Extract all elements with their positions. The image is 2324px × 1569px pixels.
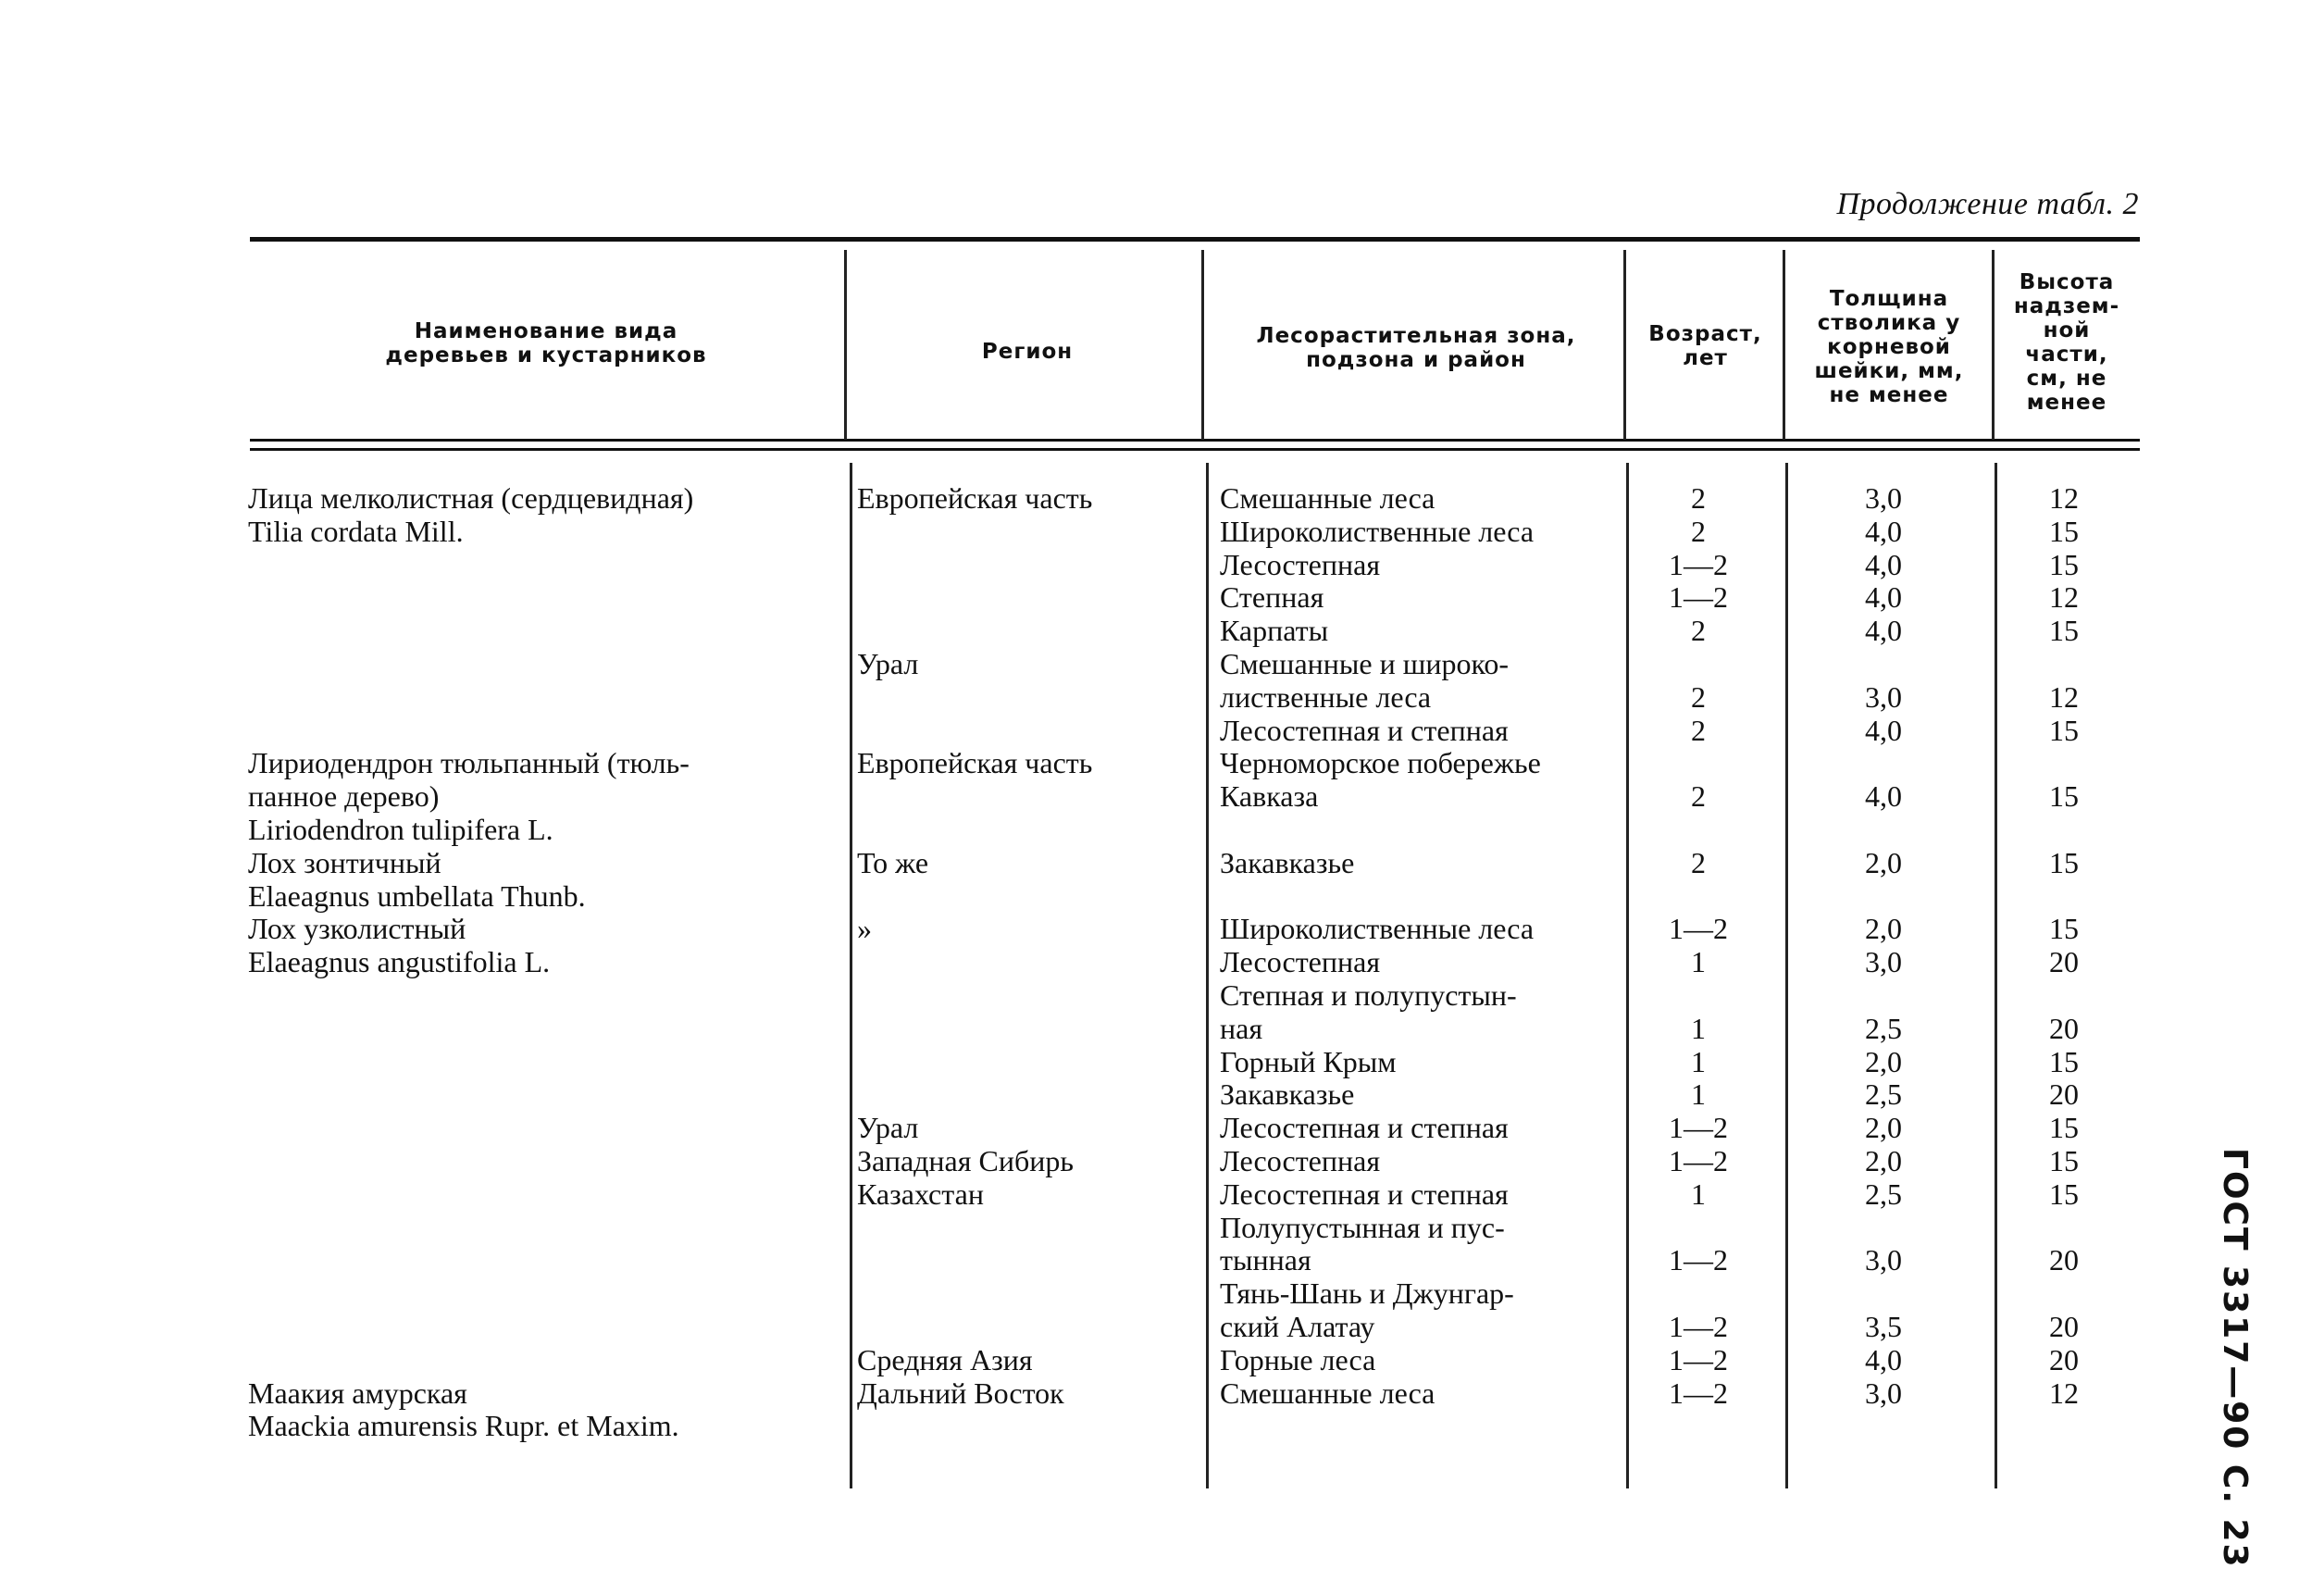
height-cell: 12 [2049, 580, 2079, 615]
region-cell: Урал [857, 647, 919, 680]
zone-cell: Степная [1220, 580, 1324, 615]
zone-cell: Лесостепная и степная [1220, 1177, 1509, 1211]
zone-cell: Закавказье [1220, 1077, 1355, 1112]
height-cell: 12 [2049, 1376, 2079, 1410]
thickness-cell: 2,0 [1865, 1044, 1902, 1078]
zone-cell: Закавказье [1220, 845, 1355, 879]
column-divider [1206, 463, 1209, 1488]
thickness-cell: 2,0 [1865, 1144, 1902, 1177]
zone-cell: ский Алатау [1220, 1310, 1375, 1343]
header-species: Наименование вида деревьев и кустарников [385, 319, 707, 367]
thickness-cell: 2,5 [1865, 1177, 1902, 1211]
age-cell: 1 [1691, 1177, 1706, 1211]
height-cell: 20 [2049, 1342, 2079, 1376]
region-cell: Средняя Азия [857, 1342, 1033, 1376]
zone-cell: Лесостепная [1220, 547, 1381, 581]
height-cell: 12 [2049, 481, 2079, 515]
thickness-cell: 4,0 [1865, 547, 1902, 581]
age-cell: 1 [1691, 1011, 1706, 1045]
height-cell: 20 [2049, 1243, 2079, 1277]
region-cell: Дальний Восток [857, 1376, 1064, 1410]
zone-cell: Черноморское побережье [1220, 746, 1541, 780]
age-cell: 1—2 [1669, 912, 1728, 946]
zone-cell: ная [1220, 1011, 1263, 1045]
age-cell: 1—2 [1669, 1243, 1728, 1277]
thickness-cell: 4,0 [1865, 580, 1902, 615]
thickness-cell: 3,0 [1865, 1243, 1902, 1277]
thickness-cell: 4,0 [1865, 1342, 1902, 1376]
thickness-cell: 4,0 [1865, 614, 1902, 648]
header-height: Высота надзем- ной части, см, не менее [2013, 270, 2120, 415]
species-cell: Tilia cordata Mill. [248, 514, 464, 548]
species-cell: Лох зонтичный [248, 845, 441, 879]
height-cell: 15 [2049, 514, 2079, 548]
header-region: Регион [981, 340, 1074, 364]
age-cell: 2 [1691, 845, 1706, 879]
thickness-cell: 4,0 [1865, 779, 1902, 814]
age-cell: 1 [1691, 1044, 1706, 1078]
zone-cell: Широколиственные леса [1220, 912, 1535, 946]
region-cell: Урал [857, 1111, 919, 1145]
region-cell: Западная Сибирь [857, 1144, 1074, 1177]
age-cell: 1—2 [1669, 1144, 1728, 1177]
zone-cell: Кавказа [1220, 779, 1319, 814]
table-caption: Продолжение табл. 2 [1836, 187, 2139, 221]
thickness-cell: 4,0 [1865, 713, 1902, 747]
age-cell: 1—2 [1669, 1310, 1728, 1343]
height-cell: 15 [2049, 1111, 2079, 1145]
zone-cell: Лесостепная и степная [1220, 1111, 1509, 1145]
species-cell: Лица мелколистная (сердцевидная) [248, 481, 694, 515]
zone-cell: Лесостепная [1220, 1144, 1381, 1177]
region-cell: То же [857, 845, 929, 879]
zone-cell: Смешанные леса [1220, 481, 1435, 515]
column-divider [1783, 250, 1785, 440]
thickness-cell: 3,0 [1865, 1376, 1902, 1410]
age-cell: 2 [1691, 679, 1706, 714]
zone-cell: Смешанные леса [1220, 1376, 1435, 1410]
zone-cell: Горные леса [1220, 1342, 1376, 1376]
age-cell: 2 [1691, 713, 1706, 747]
region-cell: Европейская часть [857, 481, 1093, 515]
height-cell: 20 [2049, 945, 2079, 979]
thickness-cell: 2,5 [1865, 1011, 1902, 1045]
header-age: Возраст, лет [1648, 322, 1762, 370]
header-zone: Лесорастительная зона, подзона и район [1256, 324, 1576, 372]
species-cell: Maackia amurensis Rupr. et Maxim. [248, 1409, 679, 1443]
thickness-cell: 3,5 [1865, 1310, 1902, 1343]
height-cell: 20 [2049, 1077, 2079, 1112]
zone-cell: Карпаты [1220, 614, 1329, 648]
height-cell: 12 [2049, 679, 2079, 714]
height-cell: 15 [2049, 1144, 2079, 1177]
height-cell: 20 [2049, 1310, 2079, 1343]
species-cell: Маакия амурская [248, 1376, 467, 1410]
age-cell: 1—2 [1669, 580, 1728, 615]
height-cell: 15 [2049, 779, 2079, 814]
thickness-cell: 3,0 [1865, 945, 1902, 979]
zone-cell: Лесостепная [1220, 945, 1381, 979]
thickness-cell: 2,0 [1865, 845, 1902, 879]
zone-cell: Полупустынная и пус- [1220, 1210, 1505, 1244]
age-cell: 2 [1691, 614, 1706, 648]
age-cell: 1—2 [1669, 1342, 1728, 1376]
thickness-cell: 2,0 [1865, 1111, 1902, 1145]
height-cell: 15 [2049, 547, 2079, 581]
age-cell: 2 [1691, 481, 1706, 515]
table-top-rule [250, 237, 2140, 242]
height-cell: 15 [2049, 1177, 2079, 1211]
column-divider [850, 463, 852, 1488]
document-side-label: ГОСТ 3317—90 С. 23 [2216, 1148, 2254, 1569]
zone-cell: тынная [1220, 1243, 1311, 1277]
region-cell: » [857, 912, 872, 946]
thickness-cell: 2,0 [1865, 912, 1902, 946]
thickness-cell: 3,0 [1865, 679, 1902, 714]
species-cell: Лох узколистный [248, 912, 466, 946]
height-cell: 15 [2049, 912, 2079, 946]
thickness-cell: 4,0 [1865, 514, 1902, 548]
age-cell: 1 [1691, 945, 1706, 979]
height-cell: 15 [2049, 713, 2079, 747]
thickness-cell: 2,5 [1865, 1077, 1902, 1112]
age-cell: 1 [1691, 1077, 1706, 1112]
species-cell: Elaeagnus angustifolia L. [248, 945, 551, 979]
height-cell: 15 [2049, 845, 2079, 879]
species-cell: Лириодендрон тюльпанный (тюль- [248, 746, 690, 780]
header-rule-2 [250, 448, 2140, 451]
age-cell: 1—2 [1669, 1376, 1728, 1410]
column-divider [1992, 250, 1995, 440]
species-cell: панное дерево) [248, 779, 440, 814]
header-thickness: Толщина стволика у корневой шейки, мм, не менее [1814, 287, 1964, 407]
column-divider [1785, 463, 1788, 1488]
region-cell: Европейская часть [857, 746, 1093, 780]
zone-cell: Смешанные и широко- [1220, 647, 1510, 680]
zone-cell: Лесостепная и степная [1220, 713, 1509, 747]
species-cell: Elaeagnus umbellata Thunb. [248, 878, 586, 913]
header-rule-1 [250, 439, 2140, 442]
zone-cell: Горный Крым [1220, 1044, 1397, 1078]
zone-cell: Тянь-Шань и Джунгар- [1220, 1276, 1514, 1311]
age-cell: 2 [1691, 514, 1706, 548]
zone-cell: Широколиственные леса [1220, 514, 1535, 548]
height-cell: 20 [2049, 1011, 2079, 1045]
height-cell: 15 [2049, 614, 2079, 648]
height-cell: 15 [2049, 1044, 2079, 1078]
species-cell: Liriodendron tulipifera L. [248, 813, 553, 846]
age-cell: 1—2 [1669, 547, 1728, 581]
zone-cell: лиственные леса [1220, 679, 1432, 714]
region-cell: Казахстан [857, 1177, 984, 1211]
age-cell: 2 [1691, 779, 1706, 814]
thickness-cell: 3,0 [1865, 481, 1902, 515]
column-divider [844, 250, 847, 440]
zone-cell: Степная и полупустын- [1220, 978, 1517, 1012]
age-cell: 1—2 [1669, 1111, 1728, 1145]
